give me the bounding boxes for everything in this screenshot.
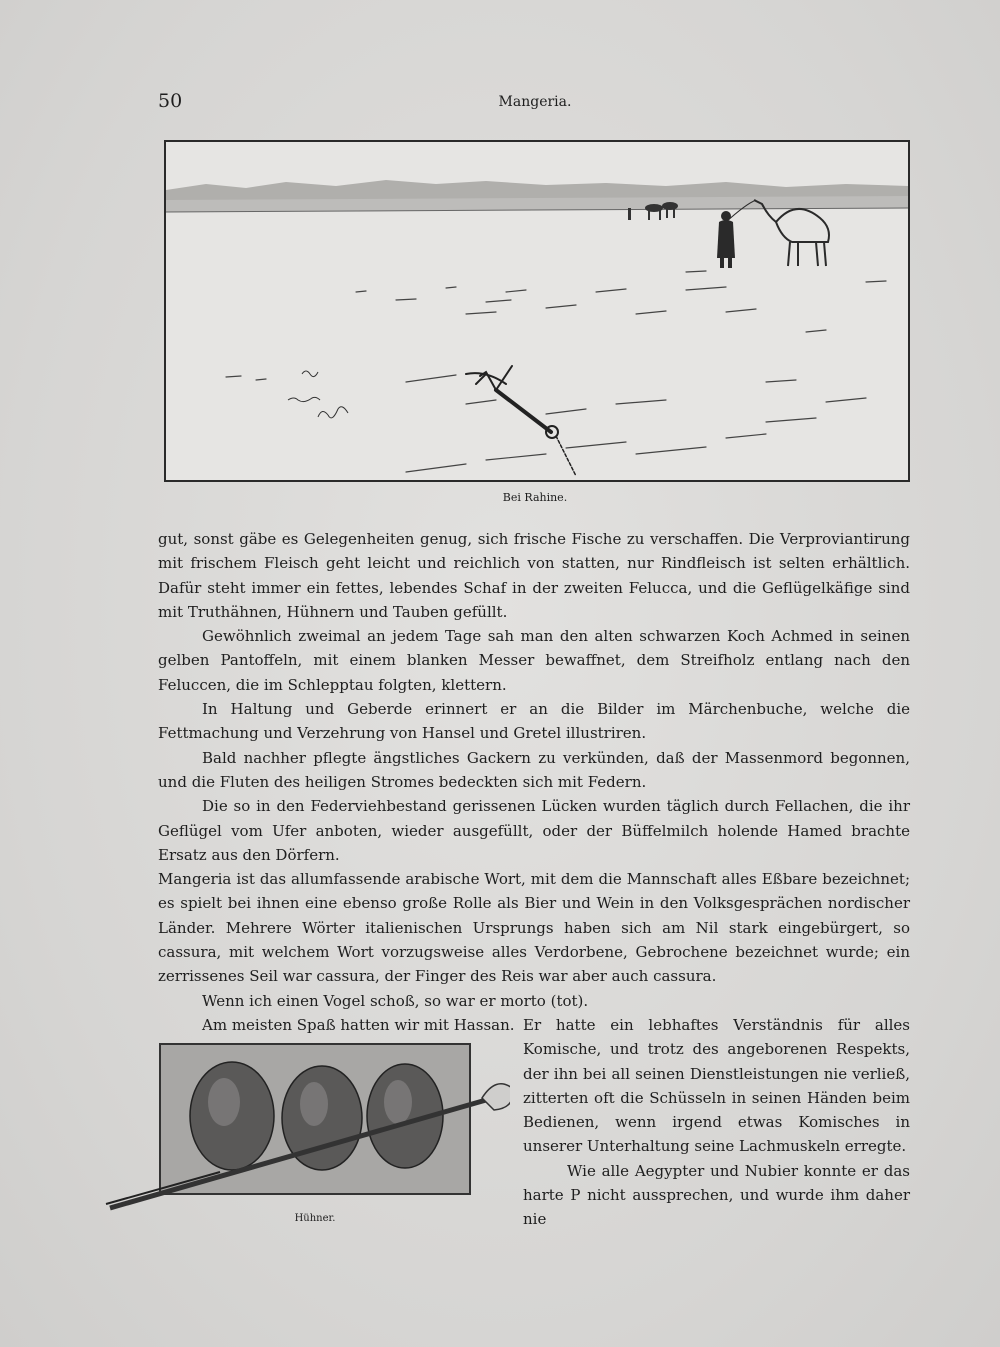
paragraph: Wenn ich einen Vogel schoß, so war er morto (tot). (202, 991, 589, 1010)
bottom-figure-caption: Hühner. (294, 1213, 336, 1224)
running-title: Mangeria. (498, 94, 572, 110)
wrapped-text (523, 1013, 910, 1232)
paragraph: gut, sonst gäbe es Gelegenheiten genug, sich frische Fische zu verschaffen. Die Verproviantirung mit frischem Fleisch geht leicht und reichlich von statten, nur Rindfleisch ist selten erhältlich. Dafür steht immer ein fettes, lebendes Schaf in der zweiten Felucca, und die Geflügelkäfige sind mit Truthähnen, Hühnern und Tauben gefüllt. (158, 530, 910, 621)
page-number: 50 (158, 90, 183, 112)
paragraph: Mangeria ist das allumfassende arabische Wort, mit dem die Mannschaft alles Eßbare bezeichnet; es spielt bei ihnen eine ebenso große Rolle als Bier und Wein in den Volksgesprächen nordischer Länder. Mehrere Wörter italienischen Ursprungs haben sich am Nil stark eingebürgert, so cassura, mit welchem Wort vorzugsweise alles Verdorbene, Gebrochene bezeichnet wurde; ein zerrissenes Seil war cassura, der Finger des Reis war aber auch cassura. (158, 870, 910, 986)
paragraph: Die so in den Federviehbestand gerissenen Lücken wurden täglich durch Fellachen, die ihr Geflügel vom Ufer anboten, wieder ausgefüllt, oder der Büffelmilch holende Hamed brachte Ersatz aus den Dörfern. (158, 797, 910, 864)
paragraph: In Haltung und Geberde erinnert er an die Bilder im Märchenbuche, welche die Fettmachung und Verzehrung von Hansel und Gretel illustriren. (158, 700, 910, 743)
top-figure-caption: Bei Rahine. (502, 491, 568, 504)
body-text (158, 527, 910, 1013)
paragraph: Er hatte ein lebhaftes Verständnis für alles Komische, und trotz des angeborenen Respekts, der ihn bei all seinen Dienstleistungen nie verließ, zitterten oft die Schüsseln in seinen Händen beim Bedienen, wenn irgend etwas Komisches in unserer Unterhaltung seine Lachmuskeln erregte. (523, 1016, 910, 1156)
paragraph: Wie alle Aegypter und Nubier konnte er das harte P nicht aussprechen, und wurde ihm daher nie (523, 1161, 910, 1229)
paragraph-lead: Am meisten Spaß hatten wir mit Hassan. (202, 1016, 515, 1034)
desert-illustration (164, 140, 910, 482)
paragraph: Bald nachher pflegte ängstliches Gackern zu verkünden, daß der Massenmord begonnen, und die Fluten des heiligen Stromes bedeckten sich mit Federn. (158, 748, 910, 791)
chickens-illustration (100, 1036, 510, 1216)
paragraph: Gewöhnlich zweimal an jedem Tage sah man den alten schwarzen Koch Achmed in seinen gelben Pantoffeln, mit einem blanken Messer bewaffnet, dem Streifholz entlang nach den Feluccen, die im Schlepptau folgten, klettern. (158, 627, 910, 694)
